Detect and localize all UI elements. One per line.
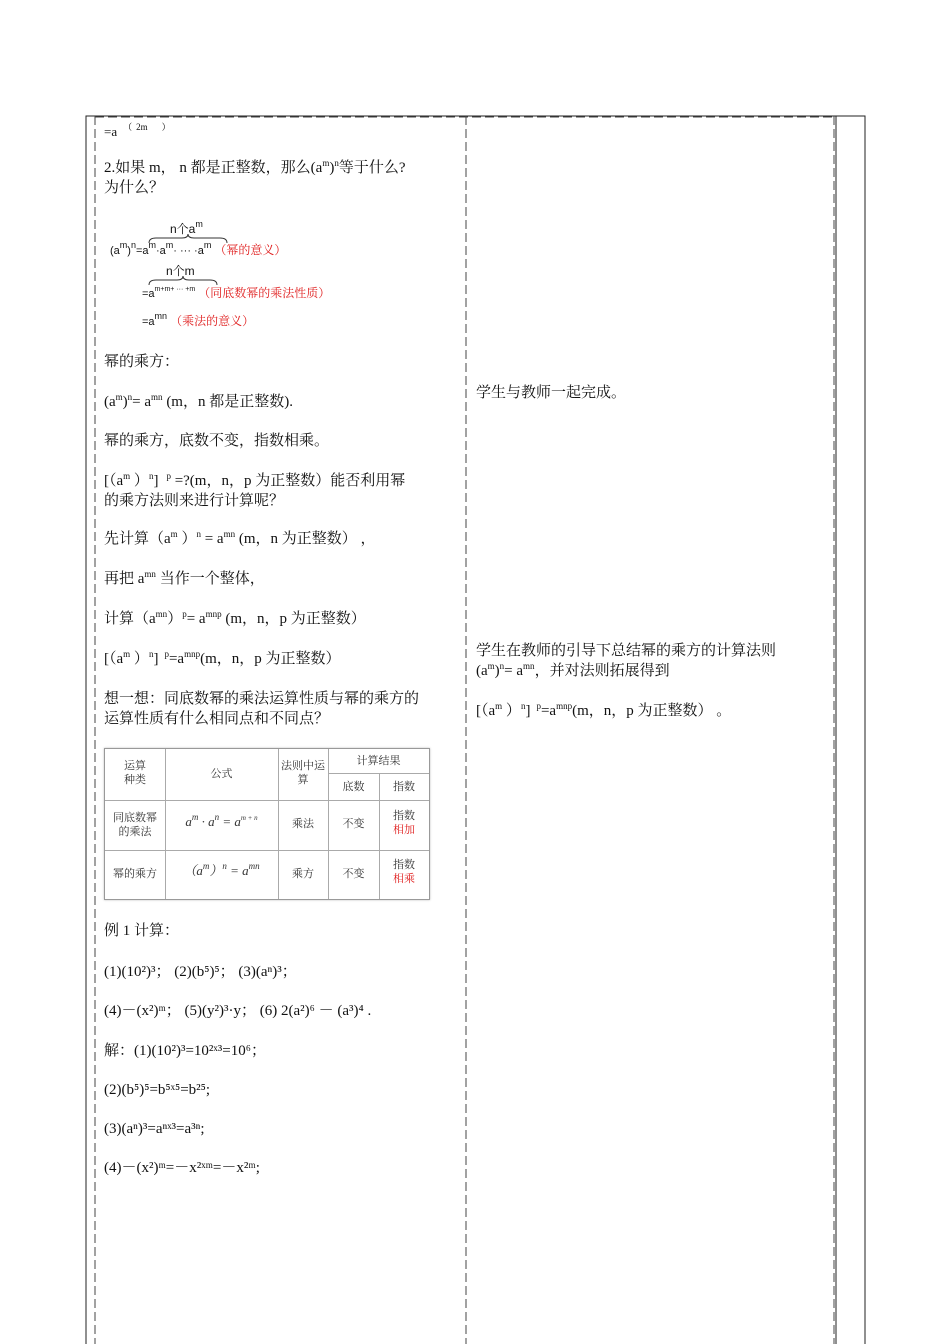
comparison-table [104, 748, 430, 900]
th-result: 计算结果 [356, 755, 401, 767]
power-title: 幂的乘方： [104, 354, 180, 370]
example-line2: (4)－(x²)ᵐ； (5)(y²)³·y； (6) 2(a²)⁶ － (a³)⁴ . [104, 1003, 372, 1019]
question-3-line2: 的乘方法则来进行计算呢？ [104, 493, 285, 509]
r2-op: 乘方 [292, 868, 314, 880]
r1-formula: $a^m \cdot a^n = a^{m + n}$ [185, 812, 258, 829]
r1-exp: 指数 相加 [393, 810, 415, 836]
right-note-1: 学生与教师一起完成。 [476, 385, 627, 401]
example-line1: (1)(10²)³； (2)(b⁵)⁵； (3)(aⁿ)³； [104, 964, 297, 980]
th-exp: 指数 [393, 781, 415, 793]
solution-4: (4)－(x²)ᵐ=－x²ˣᵐ=－x²ᵐ; [104, 1160, 260, 1176]
brace1-label: n个$a^m$ [170, 219, 203, 236]
derivation-block [108, 218, 458, 333]
r2-kind: 幂的乘方 [113, 868, 157, 880]
right-note-3: [（$a^m$ ）$^n$] $^p=a^{mnp}(m$，n，p 为正整数） 。 [476, 701, 732, 719]
derivation-row3: $=a^{mn}$ （乘法的意义） [142, 311, 255, 328]
question-2-line2: 为什么？ [104, 180, 165, 196]
think-line2: 运算性质有什么相同点和不同点？ [104, 711, 330, 727]
r1-op: 乘法 [292, 818, 314, 830]
fragment-line: =a （ $^{2m}$ ） [104, 122, 171, 139]
solution-3: (3)(aⁿ)³=aⁿˣ³=a³ⁿ; [104, 1121, 205, 1137]
r2-exp: 指数 相乘 [393, 859, 415, 885]
solution-2: (2)(b⁵)⁵=b⁵ˣ⁵=b²⁵; [104, 1082, 211, 1098]
solution-1: 解：(1)(10²)³=10²ˣ³=10⁶； [104, 1043, 266, 1059]
power-rule-text: 幂的乘方，底数不变，指数相乘。 [104, 433, 330, 449]
th-op: 法则中运 算 [281, 760, 325, 786]
brace2-label: n个m [166, 264, 195, 278]
think-line1: 想一想：同底数幂的乘法运算性质与幂的乘方的 [104, 691, 420, 707]
power-rule: $(a^m)^n= a^{mn}$ (m，n 都是正整数). [104, 392, 293, 410]
first-calc: 先计算（$a^m$ ）$^n = a^{mn}$ (m，n 为正整数） ， [104, 529, 376, 547]
example-title: 例 1 计算： [104, 923, 180, 939]
r2-base: 不变 [342, 868, 365, 880]
right-note-2-line1: 学生在教师的引导下总结幂的乘方的计算法则 [476, 643, 777, 659]
derivation-row1: $(a^m)^n=a^m\cdot a^m\cdot$ ··· $\cdot a^m$ （幂的意义） [110, 240, 287, 257]
r1-base: 不变 [342, 818, 365, 830]
result-line: [（$a^m$ ）$^n$] $^p=a^{mnp}(m$，n，p 为正整数） [104, 649, 341, 667]
r1-kind: 同底数幂 的乘法 [113, 812, 157, 838]
derivation-row2: $=a^{m+m+ \cdot\cdot\cdot +m}$ （同底数幂的乘法性质） [142, 286, 331, 300]
question-2-line1: 2.如果 m， n 都是正整数，那么$(a^m)^n$等于什么? [104, 158, 406, 176]
question-3-line1: [（$a^m$ ）$^n$] $^p$ =?(m，n，p 为正整数）能否利用幂 [104, 471, 406, 489]
th-formula: 公式 [210, 768, 233, 780]
r2-formula: $(a^m)^n = a^{mn}$ [183, 861, 260, 878]
th-base: 底数 [342, 781, 365, 793]
then-line: 再把 $a^{mn}$ 当作一个整体， [104, 569, 265, 587]
right-note-2-line2: $(a^m)^n= a^{mn}$，并对法则拓展得到 [476, 661, 670, 679]
calc-line: 计算$(a^{mn})^p= a^{mnp}$ (m，n，p 为正整数） [104, 609, 366, 627]
th-kind: 运算 种类 [124, 760, 146, 786]
